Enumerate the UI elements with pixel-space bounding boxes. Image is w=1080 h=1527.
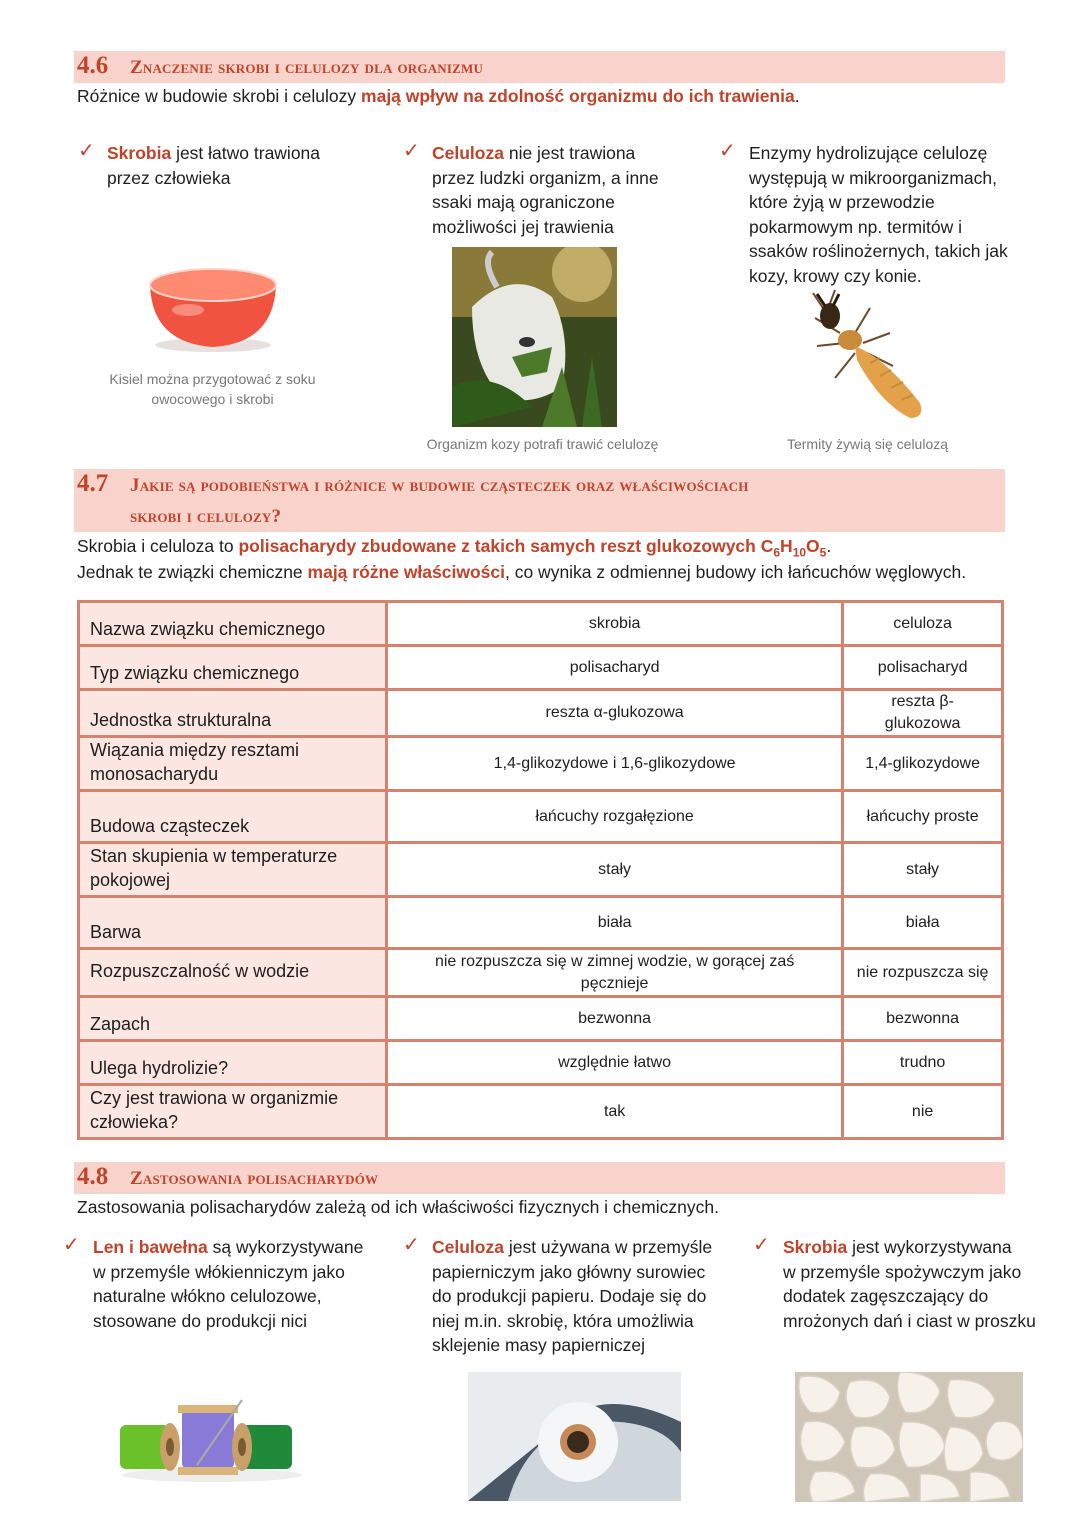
cell-starch: tak — [387, 1085, 843, 1139]
table-row — [79, 843, 1003, 897]
row-label: Wiązania między resztami monosacharydu — [79, 737, 387, 791]
table-row — [79, 997, 1003, 1041]
section-4-6-intro: Różnice w budowie skrobi i celulozy mają wpływ na zdolność organizmu do ich trawienia. — [77, 86, 800, 106]
bullet-cellulose-paper: ✓ Celuloza jest używana w przemyśle papierniczym jako główny surowiec do produkcji papieru. Dodaje się do niej m.in. skrobię, która umożliwia sklejenie masy papierniczej — [403, 1234, 713, 1355]
cell-cellulose: 1,4-glikozydowe — [843, 737, 1003, 791]
row-label: Czy jest trawiona w organizmie człowieka? — [79, 1085, 387, 1139]
table-row — [79, 1041, 1003, 1085]
bullet-cellulose-digestion: ✓ Celuloza nie jest trawiona przez ludzki organizm, a inne ssaki mają ograniczone możliwości jej trawienia — [403, 140, 659, 237]
cell-starch: polisacharyd — [387, 646, 843, 690]
paper-roll-image — [468, 1372, 681, 1501]
section-title-line1: Jakie są podobieństwa i różnice w budowie cząsteczek oraz właściwościach — [130, 475, 749, 496]
check-icon: ✓ — [719, 140, 736, 162]
cell-starch: bezwonna — [387, 997, 843, 1041]
section-title: Zastosowania polisacharydów — [130, 1168, 379, 1189]
caption-jelly: Kisiel można przygotować z soku owocowego i skrobi — [109, 371, 316, 407]
row-label: Jednostka strukturalna — [79, 690, 387, 737]
comparison-table — [77, 600, 1004, 1140]
check-icon: ✓ — [63, 1234, 80, 1256]
jelly-bowl-image — [140, 255, 285, 355]
cell-cellulose: nie rozpuszcza się — [843, 949, 1003, 997]
table-row — [79, 897, 1003, 949]
row-label: Rozpuszczalność w wodzie — [79, 949, 387, 997]
bullet-starch-food: ✓ Skrobia jest wykorzystywana w przemyśle spożywczym jako dodatek zagęszczający do mrożonych dań i ciast w proszku — [753, 1234, 1036, 1331]
cell-starch: reszta α-glukozowa — [387, 690, 843, 737]
cell-starch: skrobia — [387, 602, 843, 646]
cell-cellulose: łańcuchy proste — [843, 791, 1003, 843]
section-number: 4.8 — [77, 1163, 109, 1190]
cell-starch: względnie łatwo — [387, 1041, 843, 1085]
bullet-linen-cotton: ✓ Len i bawełna są wykorzystywane w przemyśle włókienniczym jako naturalne włókno celulozowe, stosowane do produkcji nici — [63, 1234, 364, 1331]
section-4-6-header — [74, 51, 1005, 83]
cell-cellulose: celuloza — [843, 602, 1003, 646]
cell-starch: biała — [387, 897, 843, 949]
check-icon: ✓ — [78, 140, 95, 162]
section-number: 4.6 — [77, 52, 109, 79]
section-4-7-intro-1: Skrobia i celuloza to polisacharydy zbudowane z takich samych reszt glukozowych $C_6H_{10}O_5$. — [77, 536, 832, 560]
check-icon: ✓ — [753, 1234, 770, 1256]
bullet-starch-digestion: ✓ Skrobia jest łatwo trawiona przez człowieka — [78, 140, 321, 188]
section-4-8-intro: Zastosowania polisacharydów zależą od ich właściwości fizycznych i chemicznych. — [77, 1197, 719, 1217]
row-label: Ulega hydrolizie? — [79, 1041, 387, 1085]
section-title-line2: skrobi i celulozy? — [130, 506, 282, 527]
caption-goat: Organizm kozy potrafi trawić celulozę — [426, 436, 659, 452]
table-row — [79, 1085, 1003, 1139]
table-row — [79, 949, 1003, 997]
check-icon: ✓ — [403, 140, 420, 162]
row-label: Nazwa związku chemicznego — [79, 602, 387, 646]
cell-cellulose: bezwonna — [843, 997, 1003, 1041]
section-4-7-header — [74, 469, 1005, 532]
table-row — [79, 646, 1003, 690]
cell-cellulose: reszta β-glukozowa — [843, 690, 1003, 737]
table-row — [79, 602, 1003, 646]
termite-image — [795, 288, 940, 428]
row-label: Zapach — [79, 997, 387, 1041]
table-row — [79, 737, 1003, 791]
row-label: Stan skupienia w temperaturze pokojowej — [79, 843, 387, 897]
cell-cellulose: biała — [843, 897, 1003, 949]
row-label: Typ związku chemicznego — [79, 646, 387, 690]
bullet-enzymes: ✓ Enzymy hydrolizujące celulozę występują w mikroorganizmach, które żyją w przewodzie pokarmowym np. termitów i ssaków roślinożernych, takich jak kozy, krowy czy konie. — [719, 140, 1008, 286]
row-label: Budowa cząsteczek — [79, 791, 387, 843]
cell-cellulose: stały — [843, 843, 1003, 897]
cell-cellulose: trudno — [843, 1041, 1003, 1085]
section-4-8-header — [74, 1162, 1005, 1194]
cell-starch: łańcuchy rozgałęzione — [387, 791, 843, 843]
cell-starch: 1,4-glikozydowe i 1,6-glikozydowe — [387, 737, 843, 791]
check-icon: ✓ — [403, 1234, 420, 1256]
section-number: 4.7 — [77, 470, 109, 497]
section-4-7-intro-2: Jednak te związki chemiczne mają różne właściwości, co wynika z odmiennej budowy ich łańcuchów węglowych. — [77, 562, 967, 582]
thread-spools-image — [112, 1395, 312, 1485]
cell-starch: nie rozpuszcza się w zimnej wodzie, w gorącej zaś pęcznieje — [387, 949, 843, 997]
section-title: Znaczenie skrobi i celulozy dla organizmu — [130, 57, 484, 78]
table-row — [79, 791, 1003, 843]
cell-starch: stały — [387, 843, 843, 897]
starch-pieces-image — [795, 1372, 1023, 1502]
cell-cellulose: polisacharyd — [843, 646, 1003, 690]
row-label: Barwa — [79, 897, 387, 949]
formula-text: polisacharydy zbudowane z takich samych reszt glukozowych $C_6H_{10}O_5$ — [238, 536, 827, 560]
cell-cellulose: nie — [843, 1085, 1003, 1139]
caption-termite: Termity żywią się celulozą — [786, 436, 949, 452]
table-row — [79, 690, 1003, 737]
goat-photo-image — [452, 247, 617, 427]
